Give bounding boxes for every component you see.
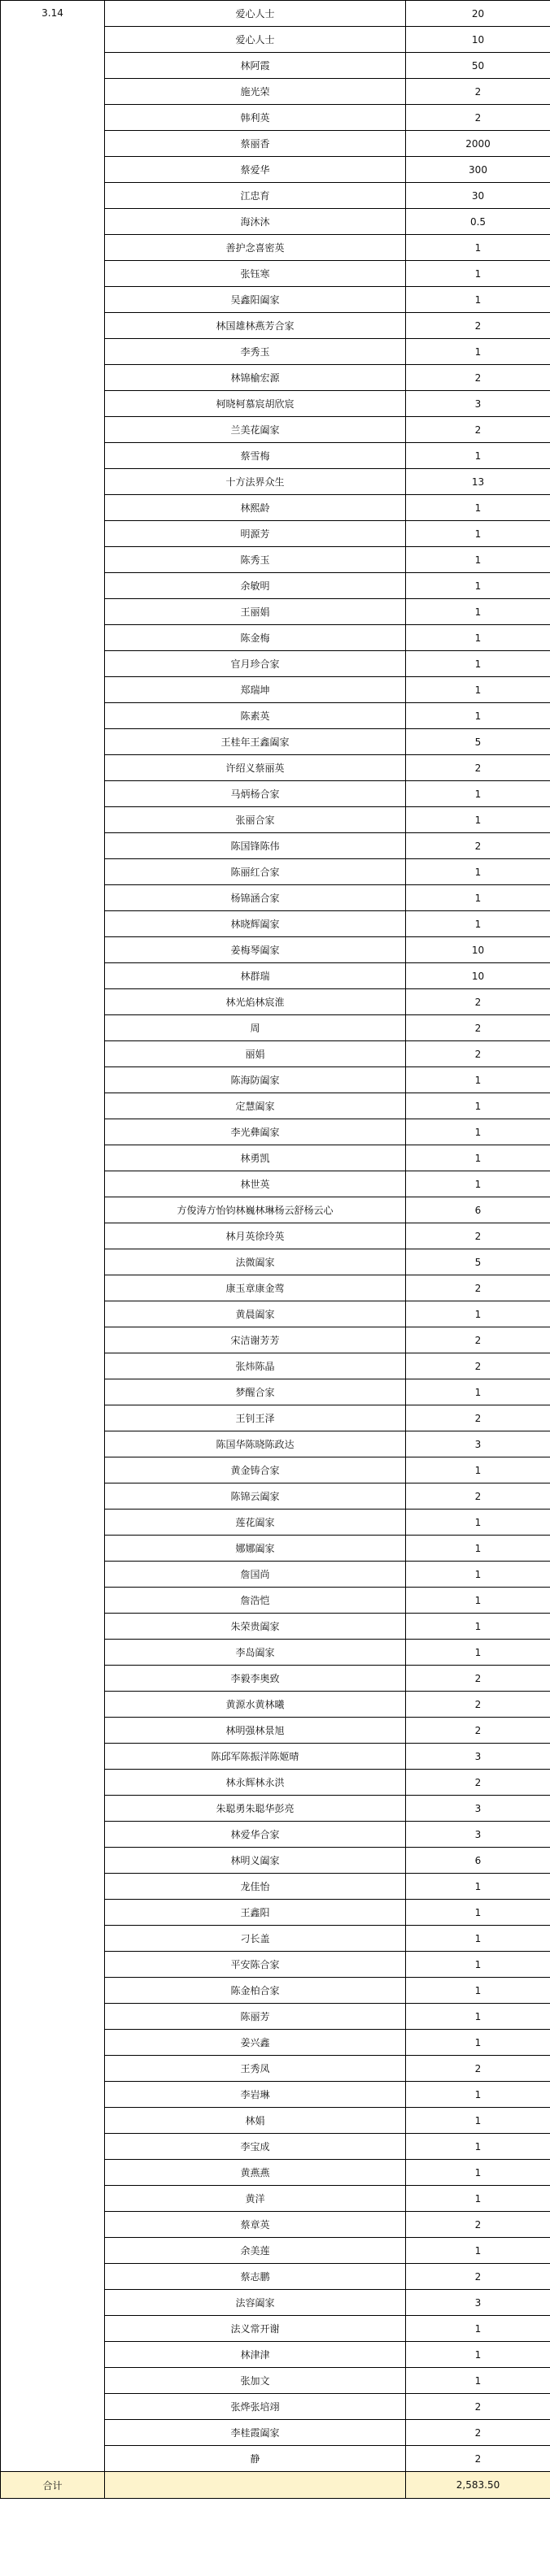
donation-amount: 1 (406, 339, 550, 365)
donor-name: 爱心人士 (105, 27, 406, 53)
donor-name: 杨锦涵合家 (105, 885, 406, 911)
donation-amount: 1 (406, 1171, 550, 1197)
donation-amount: 6 (406, 1197, 550, 1223)
donation-amount: 1 (406, 1119, 550, 1145)
donor-name: 娜娜阖家 (105, 1536, 406, 1562)
donor-name: 蔡章英 (105, 2212, 406, 2238)
donation-amount: 2 (406, 833, 550, 859)
donor-name: 李桂霞阖家 (105, 2420, 406, 2446)
donor-name: 林锦榆宏源 (105, 365, 406, 391)
donor-name: 陈国锋陈伟 (105, 833, 406, 859)
donation-amount: 1 (406, 677, 550, 703)
donor-name: 林光焰林宸淮 (105, 989, 406, 1015)
donor-name: 姜梅琴阖家 (105, 937, 406, 963)
donation-amount: 2 (406, 1327, 550, 1353)
donation-amount: 50 (406, 53, 550, 79)
donation-amount: 10 (406, 963, 550, 989)
donation-amount: 1 (406, 287, 550, 313)
donor-name: 静 (105, 2446, 406, 2472)
donor-name: 陈秀玉 (105, 547, 406, 573)
donor-name: 蔡爱华 (105, 157, 406, 183)
donor-name: 林明强林景旭 (105, 1718, 406, 1744)
donor-name: 张烨张培翊 (105, 2394, 406, 2420)
donor-name: 李秀玉 (105, 339, 406, 365)
date-cell: 3.14 (1, 1, 105, 2472)
donation-amount: 1 (406, 1900, 550, 1926)
donor-name: 余敏明 (105, 573, 406, 599)
donor-name: 林群瑞 (105, 963, 406, 989)
donor-name: 兰美花阖家 (105, 417, 406, 443)
donation-amount: 1 (406, 521, 550, 547)
donation-amount: 2 (406, 2420, 550, 2446)
donation-amount: 2000 (406, 131, 550, 157)
donation-amount: 1 (406, 1640, 550, 1666)
donor-name: 林熙龄 (105, 495, 406, 521)
donation-amount: 1 (406, 1067, 550, 1093)
donor-name: 黄晨阖家 (105, 1301, 406, 1327)
donor-name: 黄金铸合家 (105, 1457, 406, 1483)
donor-name: 龙佳怡 (105, 1874, 406, 1900)
donation-amount: 5 (406, 729, 550, 755)
donor-name: 柯晓柯慕宸胡欣宸 (105, 391, 406, 417)
donation-amount: 1 (406, 2004, 550, 2030)
donation-amount: 1 (406, 2134, 550, 2160)
donor-name: 李毅李奥致 (105, 1666, 406, 1692)
donation-amount: 1 (406, 781, 550, 807)
donation-amount: 1 (406, 1614, 550, 1640)
donor-name: 蔡雪梅 (105, 443, 406, 469)
donation-amount: 10 (406, 937, 550, 963)
donation-amount: 2 (406, 1718, 550, 1744)
donor-name: 王鑫阳 (105, 1900, 406, 1926)
donation-amount: 1 (406, 2030, 550, 2056)
donor-name: 林勇凯 (105, 1145, 406, 1171)
donation-amount: 1 (406, 911, 550, 937)
donation-amount: 1 (406, 1952, 550, 1978)
donor-name: 陈海防阖家 (105, 1067, 406, 1093)
donation-amount: 2 (406, 1770, 550, 1796)
donor-name: 陈素英 (105, 703, 406, 729)
donation-amount: 1 (406, 651, 550, 677)
donation-amount: 2 (406, 2212, 550, 2238)
donation-amount: 10 (406, 27, 550, 53)
donor-name: 林娟 (105, 2108, 406, 2134)
donation-amount: 2 (406, 79, 550, 105)
donor-name: 陈金柏合家 (105, 1978, 406, 2004)
donor-name: 平安陈合家 (105, 1952, 406, 1978)
donor-name: 詹浩恺 (105, 1588, 406, 1614)
donor-name: 善护念喜密英 (105, 235, 406, 261)
donor-name: 林津津 (105, 2342, 406, 2368)
donation-amount: 2 (406, 989, 550, 1015)
donor-name: 陈金梅 (105, 625, 406, 651)
donation-amount: 1 (406, 885, 550, 911)
donation-amount: 1 (406, 2108, 550, 2134)
donor-name: 蔡丽香 (105, 131, 406, 157)
donor-name: 黄洋 (105, 2186, 406, 2212)
donor-name: 法容阖家 (105, 2290, 406, 2316)
donor-name: 林明义阖家 (105, 1848, 406, 1874)
donation-amount: 2 (406, 2056, 550, 2082)
donation-amount: 2 (406, 105, 550, 131)
donation-rows (1, 1, 550, 2499)
donor-name: 马炳杨合家 (105, 781, 406, 807)
donor-name: 江忠育 (105, 183, 406, 209)
donation-amount: 2 (406, 1692, 550, 1718)
donation-amount: 1 (406, 1457, 550, 1483)
donation-amount: 2 (406, 1223, 550, 1249)
donor-name: 林月英徐玲英 (105, 1223, 406, 1249)
donation-amount: 1 (406, 1510, 550, 1536)
donor-name: 林爱华合家 (105, 1822, 406, 1848)
donation-amount: 2 (406, 1666, 550, 1692)
donor-name: 韩利英 (105, 105, 406, 131)
donation-amount: 1 (406, 547, 550, 573)
donation-amount: 2 (406, 1483, 550, 1510)
donation-amount: 3 (406, 1796, 550, 1822)
donation-amount: 2 (406, 1275, 550, 1301)
donor-name: 刁长盖 (105, 1926, 406, 1952)
donation-amount: 2 (406, 2264, 550, 2290)
donor-name: 张钰寒 (105, 261, 406, 287)
donation-amount: 1 (406, 261, 550, 287)
donation-amount: 2 (406, 1353, 550, 1379)
donor-name: 姜兴鑫 (105, 2030, 406, 2056)
donor-name: 蔡志鹏 (105, 2264, 406, 2290)
donor-name: 法义常开谢 (105, 2316, 406, 2342)
donor-name: 施光荣 (105, 79, 406, 105)
donor-name: 王秀凤 (105, 2056, 406, 2082)
donation-amount: 3 (406, 1822, 550, 1848)
donor-name: 丽娟 (105, 1041, 406, 1067)
donor-name: 张丽合家 (105, 807, 406, 833)
donor-name: 张加文 (105, 2368, 406, 2394)
donation-amount: 6 (406, 1848, 550, 1874)
donor-name: 林世英 (105, 1171, 406, 1197)
donation-amount: 1 (406, 703, 550, 729)
donation-amount: 1 (406, 2238, 550, 2264)
donation-amount: 3 (406, 1744, 550, 1770)
donation-amount: 300 (406, 157, 550, 183)
donation-amount: 1 (406, 2368, 550, 2394)
donation-amount: 1 (406, 2160, 550, 2186)
donor-name: 梦醒合家 (105, 1379, 406, 1405)
donation-amount: 1 (406, 1978, 550, 2004)
donor-name: 陈国华陈晓陈政达 (105, 1431, 406, 1457)
donation-amount: 1 (406, 2186, 550, 2212)
donation-amount: 0.5 (406, 209, 550, 235)
donor-name: 林阿霞 (105, 53, 406, 79)
donation-amount: 2 (406, 1041, 550, 1067)
donation-amount: 1 (406, 1588, 550, 1614)
donor-name: 黄燕燕 (105, 2160, 406, 2186)
donation-amount: 20 (406, 1, 550, 27)
donation-amount: 2 (406, 313, 550, 339)
donation-amount: 3 (406, 391, 550, 417)
donor-name: 周 (105, 1015, 406, 1041)
donation-amount: 1 (406, 1926, 550, 1952)
donor-name: 林晓辉阖家 (105, 911, 406, 937)
donation-amount: 1 (406, 1562, 550, 1588)
donor-name: 陈丽芳 (105, 2004, 406, 2030)
donation-amount: 3 (406, 1431, 550, 1457)
donation-amount: 2 (406, 1015, 550, 1041)
donor-name: 康玉章康金莺 (105, 1275, 406, 1301)
donation-amount: 1 (406, 1301, 550, 1327)
donation-amount: 1 (406, 625, 550, 651)
donation-amount: 1 (406, 573, 550, 599)
donor-name: 官月珍合家 (105, 651, 406, 677)
donation-amount: 1 (406, 1145, 550, 1171)
donation-amount: 1 (406, 859, 550, 885)
donor-name: 李岩琳 (105, 2082, 406, 2108)
donor-name: 张炜陈晶 (105, 1353, 406, 1379)
donor-name: 莲花阖家 (105, 1510, 406, 1536)
donor-name: 王桂年王鑫阖家 (105, 729, 406, 755)
donor-name: 郑瑞坤 (105, 677, 406, 703)
donor-name: 吴鑫阳阖家 (105, 287, 406, 313)
donation-amount: 13 (406, 469, 550, 495)
donation-amount: 2 (406, 755, 550, 781)
donor-name: 王丽娟 (105, 599, 406, 625)
total-amount: 2,583.50 (406, 2472, 550, 2499)
donation-amount: 1 (406, 2082, 550, 2108)
donor-name: 余美莲 (105, 2238, 406, 2264)
donor-name: 李岛阖家 (105, 1640, 406, 1666)
donor-name: 法微阖家 (105, 1249, 406, 1275)
donation-amount: 1 (406, 443, 550, 469)
donation-amount: 3 (406, 2290, 550, 2316)
table-row (1, 1, 550, 27)
donor-name: 李宝成 (105, 2134, 406, 2160)
donor-name: 林永辉林永洪 (105, 1770, 406, 1796)
donor-name: 宋洁谢芳芳 (105, 1327, 406, 1353)
donation-amount: 1 (406, 1093, 550, 1119)
donation-amount: 2 (406, 2446, 550, 2472)
total-label: 合计 (1, 2472, 105, 2499)
total-row (1, 2472, 550, 2499)
donor-name: 许绍义蔡丽英 (105, 755, 406, 781)
donor-name: 陈锦云阖家 (105, 1483, 406, 1510)
donation-amount: 1 (406, 235, 550, 261)
donor-name: 陈邱军陈振洋陈姬晴 (105, 1744, 406, 1770)
donor-name: 明源芳 (105, 521, 406, 547)
donation-amount: 1 (406, 1536, 550, 1562)
donation-amount: 1 (406, 599, 550, 625)
donation-amount: 1 (406, 2316, 550, 2342)
donation-amount: 5 (406, 1249, 550, 1275)
donor-name: 朱聪勇朱聪华彭亮 (105, 1796, 406, 1822)
donation-amount: 2 (406, 1405, 550, 1431)
donor-name: 詹国尚 (105, 1562, 406, 1588)
donation-amount: 2 (406, 2394, 550, 2420)
donor-name: 定慧阖家 (105, 1093, 406, 1119)
donation-amount: 1 (406, 1379, 550, 1405)
donation-amount: 30 (406, 183, 550, 209)
donor-name: 朱荣贵阖家 (105, 1614, 406, 1640)
donation-amount: 2 (406, 365, 550, 391)
donor-name: 李光彝阖家 (105, 1119, 406, 1145)
donation-amount: 1 (406, 495, 550, 521)
donor-name: 林国雄林燕芳合家 (105, 313, 406, 339)
donation-amount: 1 (406, 807, 550, 833)
donor-name: 海沐沐 (105, 209, 406, 235)
donation-amount: 2 (406, 417, 550, 443)
donor-name: 方俊涛方怡钧林巍林琳杨云舒杨云心 (105, 1197, 406, 1223)
donor-name: 陈丽红合家 (105, 859, 406, 885)
donor-name: 十方法界众生 (105, 469, 406, 495)
donation-amount: 1 (406, 1874, 550, 1900)
donor-name: 黄源水黄林曦 (105, 1692, 406, 1718)
total-blank-cell (105, 2472, 406, 2499)
donor-name: 王钊王泽 (105, 1405, 406, 1431)
donor-name: 爱心人士 (105, 1, 406, 27)
donation-amount: 1 (406, 2342, 550, 2368)
